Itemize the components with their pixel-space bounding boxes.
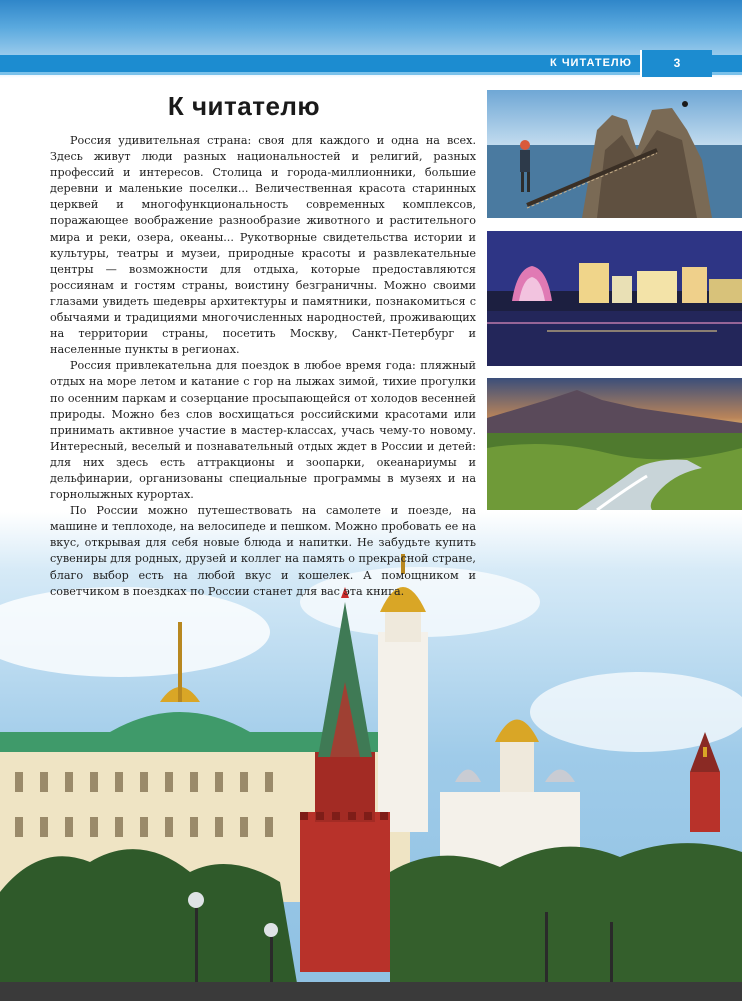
paragraph-2: Россия привлекательна для поездок в любое время года: пляжный отдых на море летом и катание с гор на лыжах зимой, тихие прогулки по осенним паркам и созерцание просыпающейся от холодов весенней природы. Можно без слов восхищаться российскими красотами или принимать активное участие в мастер-классах, учась чему-то новому. Интересный, веселый и познавательный отдых ждет в России и детей: для них здесь есть аттракционы и зоопарки, океанариумы и дельфинарии, организованы специальные программы в музеях и на горнолыжных курортах. <box>50 359 476 502</box>
photo-volcano-river <box>487 378 742 510</box>
body-text <box>50 133 476 600</box>
page-title: К читателю <box>167 91 321 121</box>
paragraph-3: По России можно путешествовать на самолете и поезде, на машине и теплоходе, на велосипеде и пешком. Можно пробовать ее на вкус, открывая для себя новые блюда и напитки. Не забудьте купить сувениры для родных, друзей и коллег на память о прекрасной стране, благо выбор есть на любой вкус и кошелек. А помощником и советчиком в поездках по России станет для вас эта книга. <box>50 504 476 598</box>
page-number: 3 <box>642 50 712 77</box>
section-label: К ЧИТАТЕЛЮ <box>550 57 632 69</box>
photo-night-city <box>487 231 742 366</box>
paragraph-1: Россия удивительная страна: своя для каждого и одна на всех. Здесь живут люди разных национальностей и религий, разных профессий и интересов. Столица и города-миллионники, большие деревни и маленькие поселки... Величественная красота старинных церквей и многофункциональность современных комплексов, поражающее воображение разнообразие животного и растительного мира и реки, озера, океаны... Рукотворные свидетельства истории и культуры, театры и музеи, природные красоты и развлекательные центры — возможности для отдыха, которые предоставляются россиянам и гостям страны, воистину безграничны. Можно своими глазами увидеть шедевры архитектуры и памятники, познакомиться с обычаями и традициями многочисленных народностей, проживающих на территории страны, посетить Москву, Санкт-Петербург и населенные пункты в регионах. <box>50 134 476 357</box>
photo-rock-formation <box>487 90 742 218</box>
header-stripe <box>0 72 742 75</box>
